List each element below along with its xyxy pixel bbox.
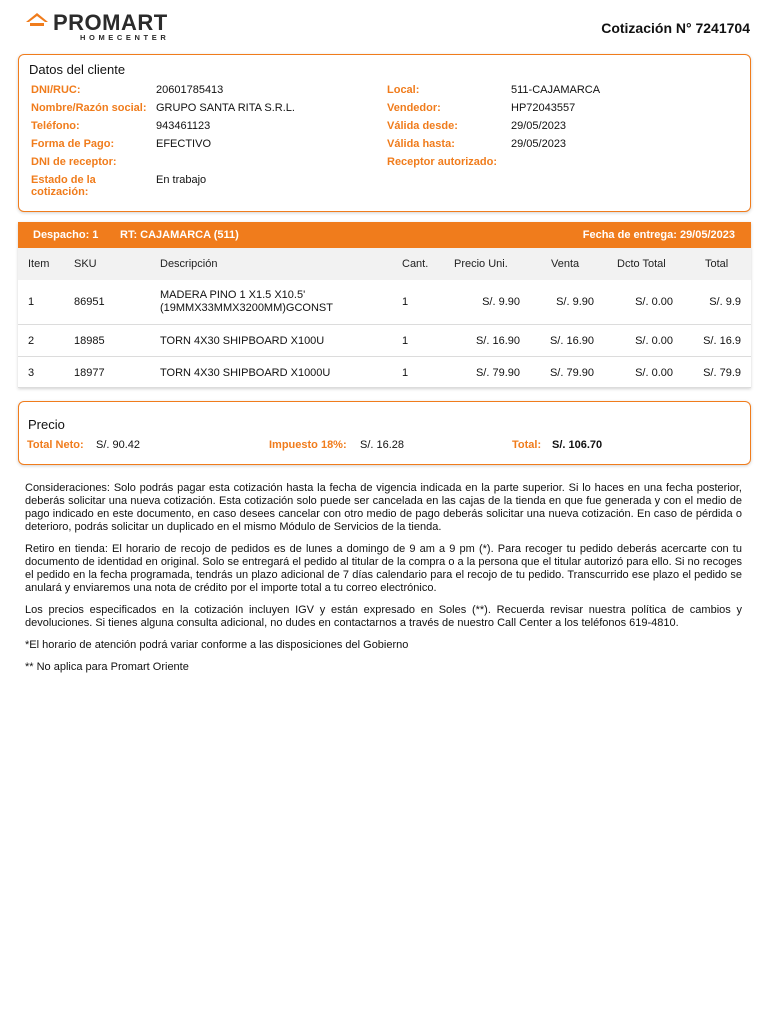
row-description: TORN 4X30 SHIPBOARD X100U	[160, 335, 325, 347]
row-quantity: 1	[402, 367, 409, 379]
client-row	[31, 102, 741, 120]
payment-label: Forma de Pago:	[31, 138, 115, 150]
row-unit-price: S/. 9.90	[482, 296, 520, 308]
net-total-label: Total Neto:	[27, 439, 84, 451]
terms-paragraph: Retiro en tienda: El horario de recojo de pedidos es de lunes a domingo de 9 am a 9 pm (*). Para recoger tu pedido deberás acercarte con tu documento de identidad en original. Solo se entregará el pedido al titular de la compra o a la persona que el titular autorizó para ello. Si no recoges el pedido en la fecha programada, tendrás un plazo adicional de 7 días calendario para el recojo de tu pedido. Transcurrido ese plazo el pedido se anulará y enviaremos una nota de crédito por el importe total a tu correo electrónico.	[25, 543, 742, 594]
phone-label: Teléfono:	[31, 120, 80, 132]
row-total: S/. 16.9	[703, 335, 741, 347]
logo-wordmark: PROMART	[53, 10, 168, 35]
terms-paragraph: Consideraciones: Solo podrás pagar esta cotización hasta la fecha de vigencia indicada en la parte superior. Si lo haces en una fecha posterior, deberás solicitar una nueva cotización. Esta cotización solo puede ser cancelada en las cajas de la tienda en que fue generada y con el medio de pago indicado en este documento, en caso desees cancelar con otro medio de pago deberás solicitar una nueva cotización. En caso de pérdida o deterioro, podrás solicitar un duplicado en el mismo Módulo de Servicios de la tienda.	[25, 482, 742, 533]
grand-total-label: Total:	[512, 439, 542, 451]
promart-logo	[25, 10, 170, 42]
name-value: GRUPO SANTA RITA S.R.L.	[156, 102, 295, 114]
row-sku: 18985	[74, 335, 105, 347]
row-unit-price: S/. 79.90	[475, 367, 520, 379]
dni-label: DNI/RUC:	[31, 84, 81, 96]
seller-value: HP72043557	[511, 102, 576, 114]
row-total: S/. 79.9	[703, 367, 741, 379]
client-row	[31, 120, 741, 138]
row-unit-price: S/. 16.90	[475, 335, 520, 347]
terms-section	[25, 482, 742, 683]
tax-label: Impuesto 18%:	[269, 439, 347, 451]
row-sale: S/. 9.90	[556, 296, 594, 308]
valid-from-value: 29/05/2023	[511, 120, 567, 132]
row-quantity: 1	[402, 335, 409, 347]
quote-status-value: En trabajo	[156, 174, 207, 186]
client-row	[31, 138, 741, 156]
valid-to-label: Válida hasta:	[387, 138, 455, 150]
dispatch-rt: RT: CAJAMARCA (511)	[120, 229, 239, 241]
delivery-date: Fecha de entrega: 29/05/2023	[582, 229, 735, 241]
row-item: 3	[28, 367, 35, 379]
client-row	[31, 84, 741, 102]
table-row	[18, 325, 751, 357]
table-row	[18, 280, 751, 325]
price-card	[18, 401, 751, 465]
dispatch-number: Despacho: 1	[33, 229, 99, 241]
column-header: Total	[705, 258, 729, 270]
seller-label: Vendedor:	[387, 102, 441, 114]
client-row	[31, 156, 741, 174]
logo-subtitle: HOMECENTER	[80, 33, 170, 42]
column-header: Descripción	[160, 258, 218, 270]
row-description: TORN 4X30 SHIPBOARD X1000U	[160, 367, 331, 379]
client-card-title: Datos del cliente	[29, 62, 126, 77]
row-sale: S/. 79.90	[549, 367, 594, 379]
row-discount: S/. 0.00	[635, 367, 673, 379]
row-total: S/. 9.9	[709, 296, 741, 308]
valid-from-label: Válida desde:	[387, 120, 458, 132]
house-icon	[25, 12, 49, 32]
tax-value: S/. 16.28	[360, 439, 405, 451]
column-header: Venta	[551, 258, 580, 270]
table-row	[18, 357, 751, 388]
row-discount: S/. 0.00	[635, 335, 673, 347]
row-sku: 18977	[74, 367, 105, 379]
row-discount: S/. 0.00	[635, 296, 673, 308]
row-description: MADERA PINO 1 X1.5 X10.5' (19MMX33MMX3200MM)GCONST	[160, 289, 333, 314]
dni-value: 20601785413	[156, 84, 224, 96]
column-header: SKU	[74, 258, 97, 270]
price-card-title: Precio	[28, 417, 65, 432]
page-header	[0, 0, 768, 50]
dispatch-bar	[18, 222, 751, 248]
net-total-value: S/. 90.42	[96, 439, 141, 451]
authorized-receiver-label: Receptor autorizado:	[387, 156, 498, 168]
grand-total-value: S/. 106.70	[552, 439, 603, 451]
store-value: 511-CAJAMARCA	[511, 84, 601, 96]
phone-value: 943461123	[156, 120, 211, 132]
receiver-dni-label: DNI de receptor:	[31, 156, 117, 168]
payment-value: EFECTIVO	[156, 138, 212, 150]
client-row	[31, 174, 741, 202]
terms-paragraph: ** No aplica para Promart Oriente	[25, 661, 189, 673]
quote-status-label: Estado de la cotización:	[31, 174, 96, 198]
row-item: 1	[28, 296, 35, 308]
row-quantity: 1	[402, 296, 409, 308]
table-header	[18, 248, 751, 280]
column-header: Precio Uni.	[454, 258, 508, 270]
store-label: Local:	[387, 84, 420, 96]
name-label: Nombre/Razón social:	[31, 102, 147, 114]
quote-number: Cotización N° 7241704	[601, 20, 750, 36]
row-sku: 86951	[74, 296, 105, 308]
dispatch-card	[18, 222, 751, 388]
terms-paragraph: Los precios especificados en la cotización incluyen IGV y están expresado en Soles (**). Recuerda revisar nuestra política de cambios y devoluciones. Si tienes alguna consulta adicional, no dudes en contactarnos a través de nuestro Call Center a los teléfonos 619-4810.	[25, 604, 742, 629]
client-data-card	[18, 54, 751, 212]
column-header: Item	[28, 258, 50, 270]
row-sale: S/. 16.90	[549, 335, 594, 347]
row-item: 2	[28, 335, 35, 347]
column-header: Dcto Total	[617, 258, 666, 270]
terms-paragraph: *El horario de atención podrá variar conforme a las disposiciones del Gobierno	[25, 639, 409, 651]
valid-to-value: 29/05/2023	[511, 138, 567, 150]
column-header: Cant.	[402, 258, 429, 270]
client-fields	[31, 84, 741, 202]
